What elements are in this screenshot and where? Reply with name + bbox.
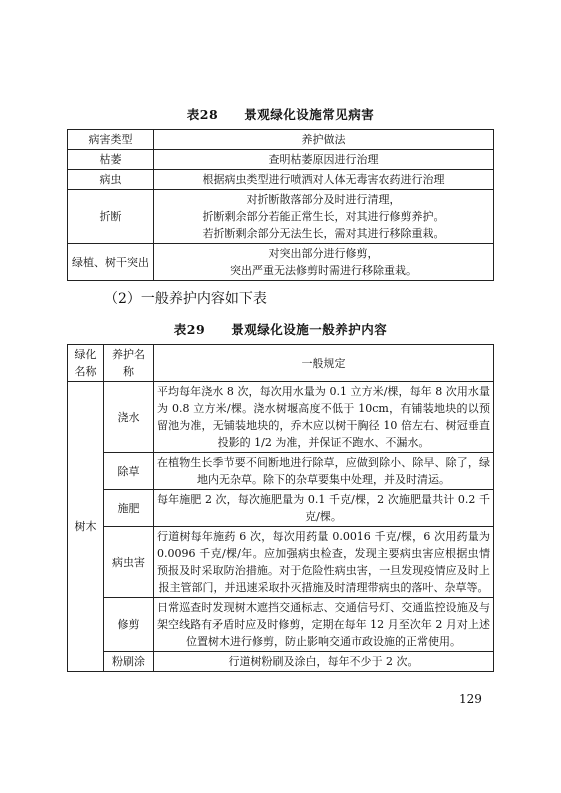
table29-header-category: 绿化名称 — [68, 345, 104, 382]
table-row — [68, 652, 494, 672]
care-method — [154, 244, 494, 281]
care-name: 病虫害 — [104, 527, 154, 598]
table-row — [68, 150, 494, 170]
disease-type: 绿植、树干突出 — [68, 244, 154, 281]
table-row — [68, 598, 494, 652]
care-rule: 行道树粉刷及涂白，每年不少于 2 次。 — [154, 652, 494, 672]
table-row — [68, 527, 494, 598]
table28-caption — [0, 105, 561, 123]
page-number: 129 — [459, 692, 482, 706]
care-method — [154, 190, 494, 244]
table28-caption-title: 景观绿化设施常见病害 — [244, 107, 375, 122]
care-method: 查明枯萎原因进行治理 — [154, 150, 494, 170]
care-name: 修剪 — [104, 598, 154, 652]
table29-header-rule: 一般规定 — [154, 345, 494, 382]
disease-type: 病虫 — [68, 170, 154, 190]
care-method-line: 折断剩余部分若能正常生长，对其进行修剪养护。 — [202, 210, 445, 223]
care-method-line: 若折断剩余部分无法生长，需对其进行移除重栽。 — [202, 227, 445, 240]
table29-caption-number: 表29 — [173, 322, 206, 337]
table28-caption-number: 表28 — [186, 107, 219, 122]
table29-caption — [0, 320, 561, 338]
care-rule: 行道树每年施药 6 次，每次用药量 0.0016 千克/棵，6 次用药量为 0.0096 千克/棵/年。应加强病虫检查，发现主要病虫害应根据虫情预报及时采取防治措施。对于危险性病虫害，一旦发现疫情应及时上报主管部门，并迅速采取扑灭措施及时清理带病虫的落叶、杂草等。 — [154, 527, 494, 598]
table-row — [68, 382, 494, 453]
table28-header-type: 病害类型 — [68, 130, 154, 150]
table29 — [67, 344, 494, 672]
table28 — [67, 129, 494, 281]
care-method: 根据病虫类型进行喷洒对人体无毒害农药进行治理 — [154, 170, 494, 190]
table28-header-row — [68, 130, 494, 150]
care-method-line: 对突出部分进行修剪， — [268, 247, 379, 260]
table-row — [68, 453, 494, 490]
table-row — [68, 170, 494, 190]
care-rule: 在植物生长季节要不间断地进行除草，应做到除小、除早、除了，绿地内无杂草。除下的杂草要集中处理，并及时清运。 — [154, 453, 494, 490]
care-rule: 平均每年浇水 8 次，每次用水量为 0.1 立方米/棵，每年 8 次用水量为 0.8 立方米/棵。浇水树堰高度不低于 10cm，有铺装地块的以预留池为准，无铺装地块的，乔木应以树干胸径 10 倍左右、树冠垂直投影的 1/2 为准，并保证不跑水、不漏水。 — [154, 382, 494, 453]
table-row — [68, 244, 494, 281]
care-method-line: 突出严重无法修剪时需进行移除重栽。 — [230, 264, 417, 277]
disease-type: 折断 — [68, 190, 154, 244]
disease-type: 枯萎 — [68, 150, 154, 170]
care-name: 除草 — [104, 453, 154, 490]
care-rule: 日常巡查时发现树木遮挡交通标志、交通信号灯、交通监控设施及与架空线路有矛盾时应及时修剪，定期在每年 12 月至次年 2 月对上述位置树木进行修剪，防止影响交通市政设施的正常使用。 — [154, 598, 494, 652]
care-rule: 每年施肥 2 次，每次施肥量为 0.1 千克/棵，2 次施肥量共计 0.2 千克/棵。 — [154, 490, 494, 527]
table29-caption-title: 景观绿化设施一般养护内容 — [231, 322, 388, 337]
table29-header-row — [68, 345, 494, 382]
green-category: 树木 — [68, 382, 104, 672]
care-name: 粉刷涂 — [104, 652, 154, 672]
care-name: 浇水 — [104, 382, 154, 453]
table29-header-name: 养护名称 — [104, 345, 154, 382]
care-name: 施肥 — [104, 490, 154, 527]
table-row — [68, 490, 494, 527]
table28-header-method: 养护做法 — [154, 130, 494, 150]
table-row — [68, 190, 494, 244]
section-subheading: （2）一般养护内容如下表 — [104, 291, 267, 307]
care-method-line: 对折断散落部分及时进行清理， — [246, 193, 401, 206]
